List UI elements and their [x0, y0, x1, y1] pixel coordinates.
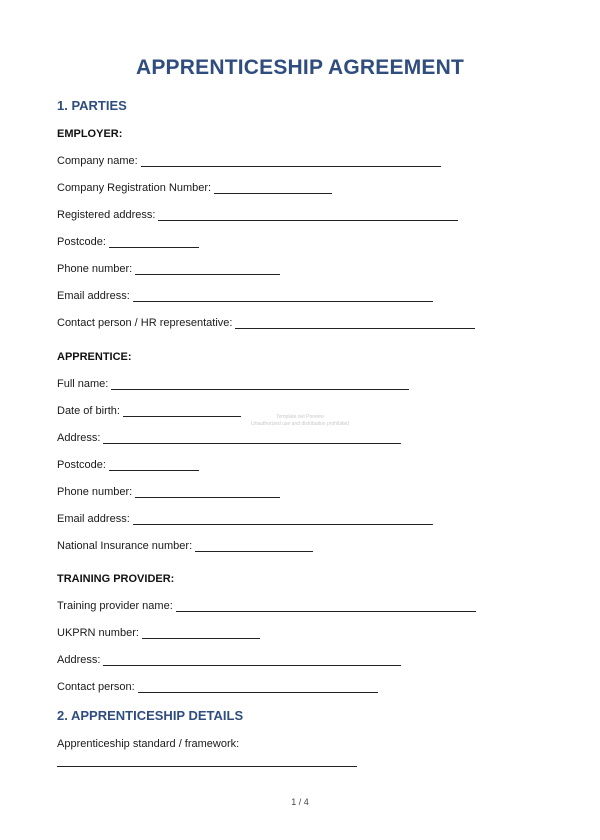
employer-registration-number-field: [57, 182, 332, 194]
fill-in-line[interactable]: [158, 210, 458, 221]
field-label: Apprenticeship standard / framework:: [57, 738, 240, 750]
apprentice-full-name-field: [57, 378, 409, 390]
fill-in-line[interactable]: [214, 183, 332, 194]
preview-watermark: Template.net Preview Unauthorized use and distribution prohibited: [251, 414, 349, 427]
fill-in-line[interactable]: [103, 655, 401, 666]
employer-email-field: [57, 290, 433, 302]
field-label: Registered address:: [57, 209, 156, 221]
fill-in-line[interactable]: [142, 628, 260, 639]
field-label: UKPRN number:: [57, 627, 139, 639]
fill-in-line[interactable]: [123, 406, 241, 417]
fill-in-line[interactable]: [235, 318, 475, 329]
training-provider-address-field: [57, 654, 401, 666]
field-label: Company name:: [57, 155, 138, 167]
field-label: Contact person / HR representative:: [57, 317, 233, 329]
field-label: Address:: [57, 654, 101, 666]
field-label: Email address:: [57, 513, 130, 525]
section-heading-apprenticeship-details: 2. APPRENTICESHIP DETAILS: [57, 708, 244, 723]
field-label: Postcode:: [57, 459, 106, 471]
field-label: Company Registration Number:: [57, 182, 212, 194]
fill-in-line[interactable]: [133, 291, 433, 302]
field-label: Phone number:: [57, 486, 133, 498]
employer-heading: EMPLOYER:: [57, 128, 123, 140]
field-label: Address:: [57, 432, 101, 444]
fill-in-line[interactable]: [109, 237, 199, 248]
fill-in-line[interactable]: [141, 156, 441, 167]
training-provider-contact-field: [57, 681, 378, 693]
apprentice-ni-number-field: [57, 540, 313, 552]
training-provider-heading: TRAINING PROVIDER:: [57, 573, 175, 585]
apprentice-heading: APPRENTICE:: [57, 351, 132, 363]
fill-in-line[interactable]: [111, 379, 409, 390]
document-title: APPRENTICESHIP AGREEMENT: [135, 56, 464, 79]
fill-in-line[interactable]: [138, 682, 378, 693]
employer-contact-field: [57, 317, 475, 329]
page-number: 1 / 4: [291, 797, 309, 807]
field-label: Contact person:: [57, 681, 135, 693]
apprenticeship-standard-field: [57, 738, 239, 750]
field-label: Email address:: [57, 290, 130, 302]
fill-in-line[interactable]: [103, 433, 401, 444]
field-label: Phone number:: [57, 263, 133, 275]
fill-in-line[interactable]: [135, 264, 280, 275]
training-provider-name-field: [57, 600, 476, 612]
field-label: Date of birth:: [57, 405, 120, 417]
employer-phone-field: [57, 263, 280, 275]
apprentice-address-field: [57, 432, 401, 444]
fill-in-line[interactable]: [176, 601, 476, 612]
apprentice-phone-field: [57, 486, 280, 498]
field-label: Training provider name:: [57, 600, 173, 612]
fill-in-line[interactable]: [135, 487, 280, 498]
employer-postcode-field: [57, 236, 199, 248]
employer-registered-address-field: [57, 209, 458, 221]
fill-in-line[interactable]: [109, 460, 199, 471]
field-label: National Insurance number:: [57, 540, 193, 552]
fill-in-line[interactable]: [133, 514, 433, 525]
field-label: Postcode:: [57, 236, 106, 248]
ukprn-number-field: [57, 627, 260, 639]
apprentice-email-field: [57, 513, 433, 525]
apprenticeship-standard-fill-in-line[interactable]: [57, 766, 357, 767]
fill-in-line[interactable]: [195, 541, 313, 552]
field-label: Full name:: [57, 378, 109, 390]
apprentice-dob-field: [57, 405, 241, 417]
section-heading-parties: 1. PARTIES: [57, 98, 127, 113]
employer-company-name-field: [57, 155, 441, 167]
apprentice-postcode-field: [57, 459, 199, 471]
